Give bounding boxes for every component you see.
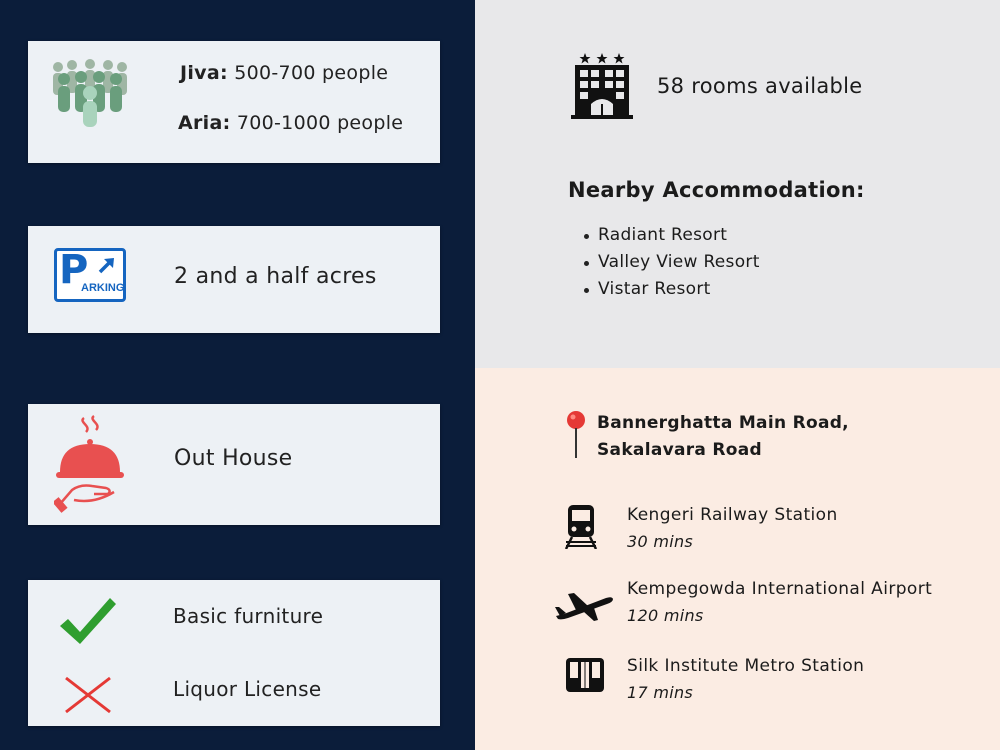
- nearby-item: Valley View Resort: [580, 249, 760, 276]
- parking-icon-letter: P: [59, 247, 89, 293]
- airplane-icon: [554, 590, 614, 622]
- arrow-up-right-icon: [97, 255, 117, 275]
- jiva-capacity: [180, 62, 388, 84]
- aria-value: 700-1000 people: [236, 112, 404, 134]
- metro-icon: [565, 657, 605, 695]
- address-line-2: Sakalavara Road: [597, 440, 763, 460]
- airport-time: 120 mins: [627, 606, 704, 625]
- left-panel: [0, 0, 475, 750]
- hotel-building-icon: [571, 52, 633, 120]
- metro-station-name: Silk Institute Metro Station: [627, 656, 865, 676]
- cross-icon: [64, 676, 112, 714]
- jiva-name: Jiva:: [180, 62, 228, 84]
- nearby-list: [580, 222, 760, 303]
- parking-area: 2 and a half acres: [174, 264, 377, 289]
- aria-name: Aria:: [178, 112, 231, 134]
- capacity-card: [28, 41, 440, 163]
- nearby-heading: Nearby Accommodation:: [568, 178, 865, 202]
- aria-capacity: [178, 112, 403, 134]
- amenities-card: [28, 580, 440, 726]
- food-service-icon: [54, 414, 126, 514]
- parking-card: [28, 226, 440, 333]
- address-line-1: Bannerghatta Main Road,: [597, 413, 849, 433]
- train-icon: [564, 505, 598, 549]
- furniture-text: Basic furniture: [173, 604, 324, 628]
- checkmark-icon: [58, 594, 118, 648]
- catering-card: [28, 404, 440, 525]
- crowd-icon: [50, 59, 130, 129]
- jiva-value: 500-700 people: [234, 62, 389, 84]
- rooms-text: 58 rooms available: [657, 74, 863, 98]
- train-station-name: Kengeri Railway Station: [627, 505, 838, 525]
- metro-time: 17 mins: [627, 683, 694, 702]
- parking-icon: [54, 248, 126, 302]
- liquor-text: Liquor License: [173, 677, 322, 701]
- airport-name: Kempegowda International Airport: [627, 579, 933, 599]
- map-pin-icon: [565, 410, 587, 460]
- train-time: 30 mins: [627, 532, 694, 551]
- nearby-item: Vistar Resort: [580, 276, 760, 303]
- catering-text: Out House: [174, 446, 293, 471]
- parking-icon-text: ARKING: [81, 282, 125, 294]
- nearby-item: Radiant Resort: [580, 222, 760, 249]
